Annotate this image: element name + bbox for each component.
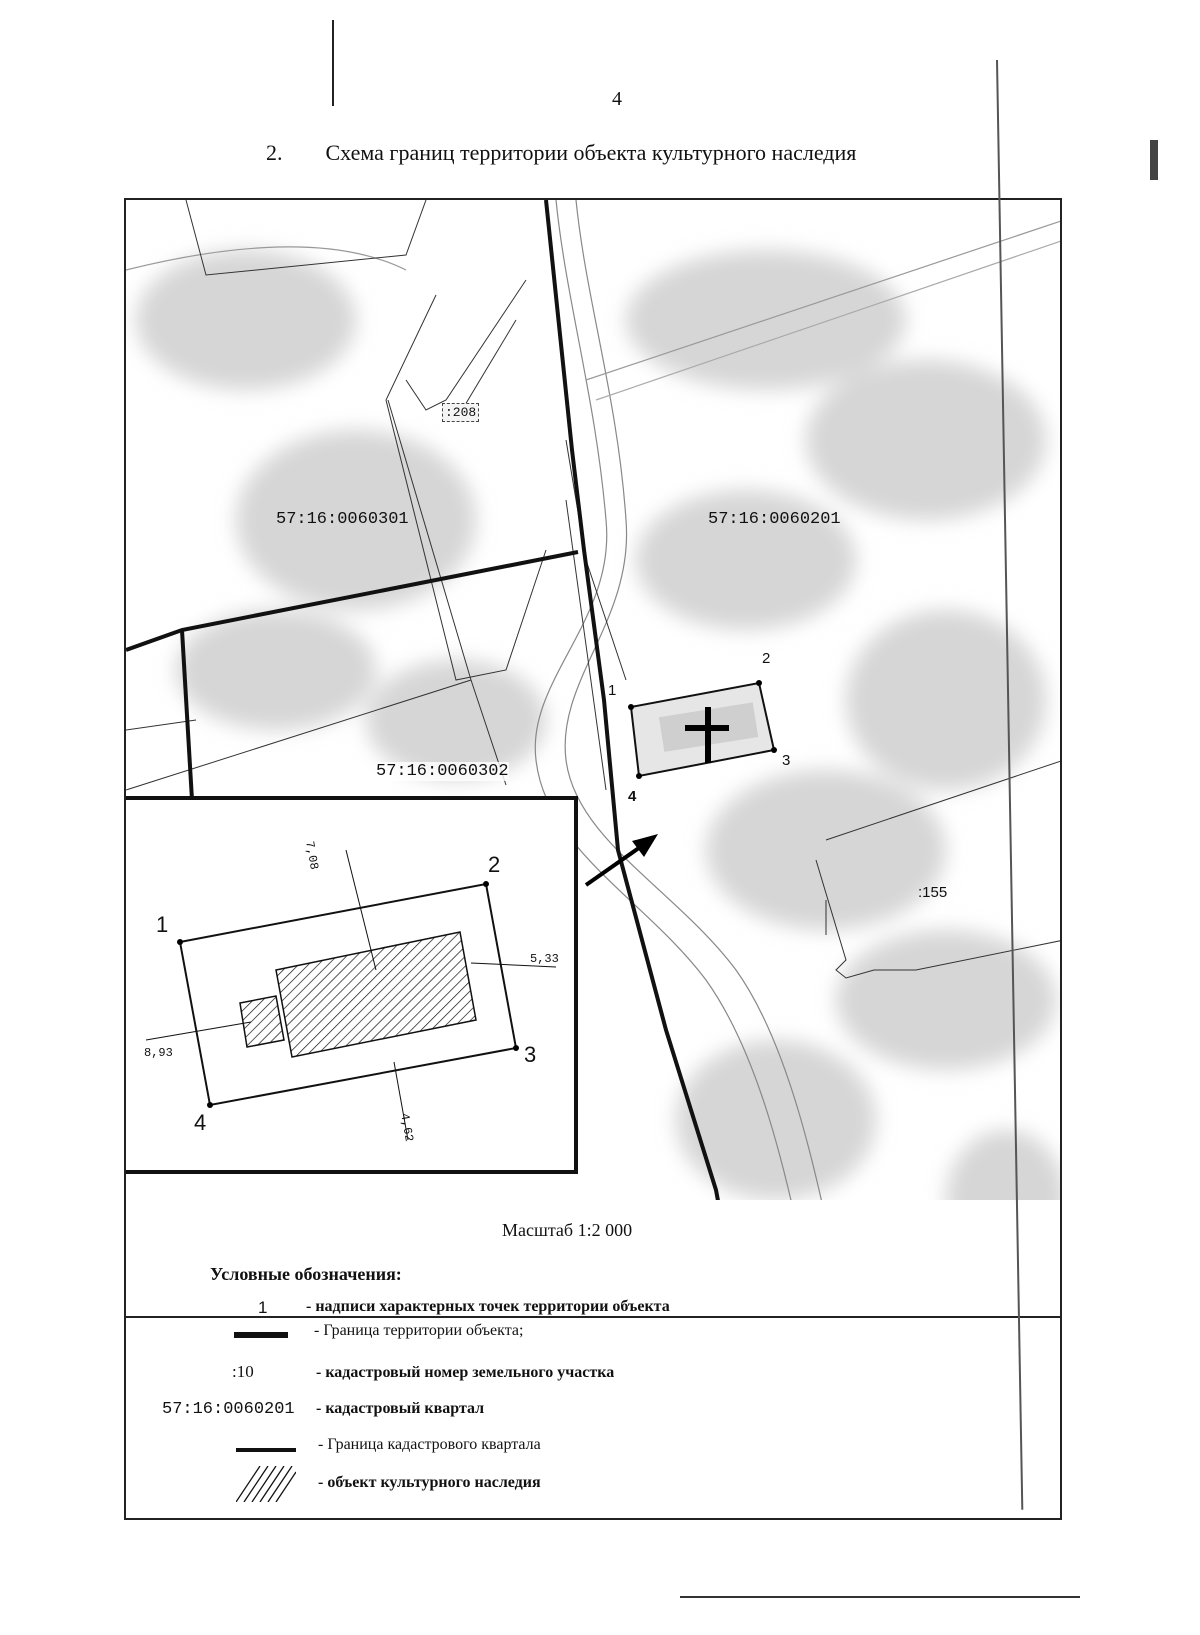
legend-frame-bottom xyxy=(124,1518,1062,1520)
legend-symbol-parcel: :10 xyxy=(232,1362,254,1381)
point-label-3: 3 xyxy=(782,752,791,769)
inset-point-2: 2 xyxy=(488,852,501,877)
legend-symbol-territory-line xyxy=(234,1332,288,1338)
legend-title: Условные обозначения: xyxy=(210,1264,402,1284)
legend-text-territory: - Граница территории объекта; xyxy=(314,1322,524,1339)
page-number: 4 xyxy=(612,88,622,110)
inset-point-4: 4 xyxy=(194,1110,207,1135)
legend-text-quarter-boundary: - Граница кадастрового квартала xyxy=(318,1436,541,1453)
inset-dim-left: 8,93 xyxy=(144,1046,173,1060)
heading-text: Схема границ территории объекта культурного наследия xyxy=(325,140,857,165)
scan-artifact-mark xyxy=(1150,140,1158,180)
parcel-label-155: :155 xyxy=(918,884,948,901)
legend-text-heritage: - объект культурного наследия xyxy=(318,1474,541,1491)
object-territory xyxy=(628,680,777,779)
inset-point-1: 1 xyxy=(156,912,169,937)
legend-text-point: - надписи характерных точек территории объекта xyxy=(306,1298,670,1315)
point-label-2: 2 xyxy=(762,650,771,667)
inset-dim-right: 5,33 xyxy=(530,952,559,966)
parcel-label-208: :208 xyxy=(442,403,479,422)
legend-text-quarter: - кадастровый квартал xyxy=(316,1400,485,1417)
heading-number: 2. xyxy=(266,140,283,165)
legend-symbol-quarter: 57:16:0060201 xyxy=(162,1400,295,1419)
inset-heritage-building xyxy=(276,932,476,1057)
point-label-1: 1 xyxy=(608,682,617,699)
quarter-label-201: 57:16:0060201 xyxy=(708,510,841,529)
pointer-arrow xyxy=(586,834,658,885)
page-heading xyxy=(266,140,856,166)
map-frame xyxy=(124,198,1062,1318)
point-label-4: 4 xyxy=(628,788,637,805)
legend-symbol-point: 1 xyxy=(258,1298,268,1317)
scan-artifact-line xyxy=(332,20,334,106)
inset-point-3: 3 xyxy=(524,1042,537,1067)
legend-symbol-hatch xyxy=(236,1466,296,1502)
quarter-label-301: 57:16:0060301 xyxy=(276,510,409,529)
map-scale: Масштаб 1:2 000 xyxy=(502,1220,633,1240)
inset-heritage-annex xyxy=(240,996,284,1047)
quarter-label-302: 57:16:0060302 xyxy=(376,762,509,781)
legend-frame-left xyxy=(124,1318,126,1520)
inset-dim-bottom: 4,62 xyxy=(397,1112,417,1143)
inset-dim-top: 7,08 xyxy=(302,840,322,871)
scan-bottom-line xyxy=(680,1596,1080,1598)
inset-detail xyxy=(124,796,578,1174)
legend-frame-right xyxy=(1060,1318,1062,1520)
legend-text-parcel: - кадастровый номер земельного участка xyxy=(316,1364,615,1381)
legend-symbol-quarter-line xyxy=(236,1448,296,1452)
